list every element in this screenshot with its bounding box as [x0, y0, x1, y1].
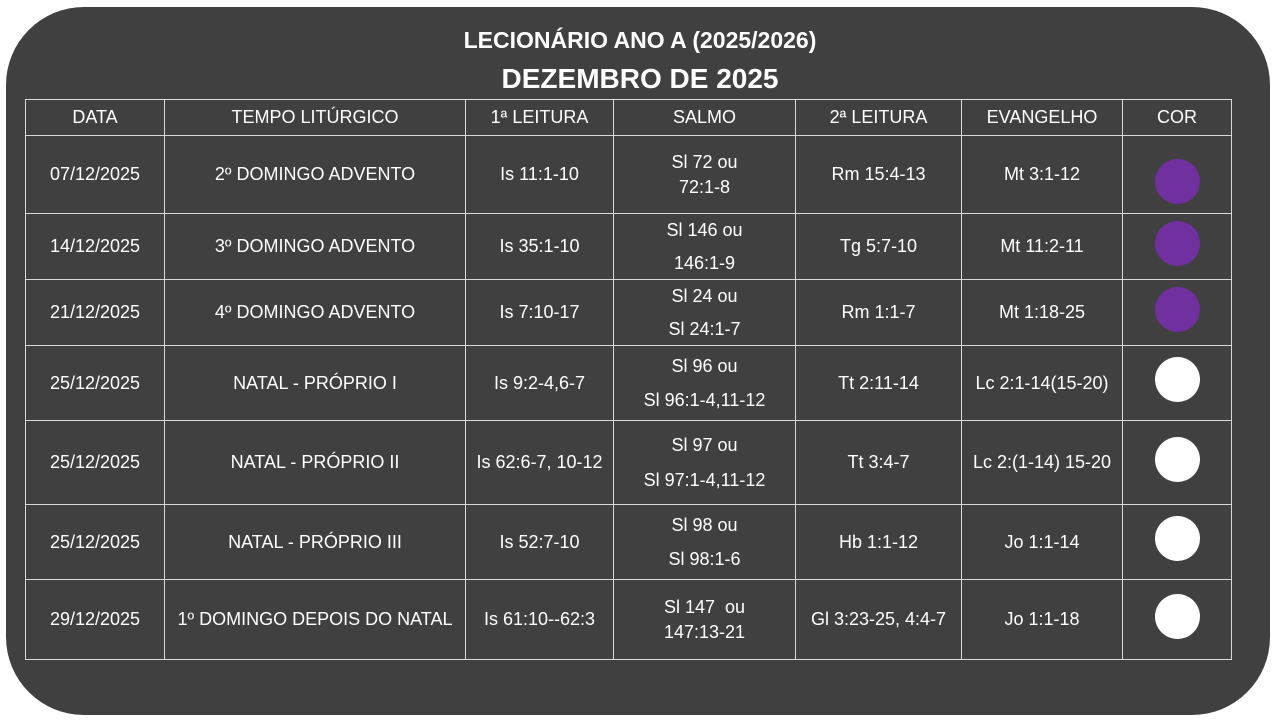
- table-row: [26, 505, 1232, 580]
- psalm-line-1: Sl 98 ou: [671, 514, 738, 535]
- cell-color: [1123, 505, 1232, 580]
- cell-color: [1123, 580, 1232, 660]
- cell-second-reading: Rm 1:1-7: [796, 280, 962, 346]
- cell-psalm: [614, 346, 796, 421]
- cell-gospel: Jo 1:1-14: [962, 505, 1123, 580]
- cell-gospel: Mt 3:1-12: [962, 136, 1123, 214]
- psalm-line-2: Sl 97:1-4,11-12: [643, 469, 766, 490]
- cell-gospel: Lc 2:(1-14) 15-20: [962, 421, 1123, 505]
- cell-first-reading: Is 35:1-10: [466, 214, 614, 280]
- cell-psalm: [614, 505, 796, 580]
- column-header-tempo: TEMPO LITÚRGICO: [165, 100, 466, 136]
- liturgical-color-dot: [1155, 516, 1200, 561]
- cell-second-reading: Tg 5:7-10: [796, 214, 962, 280]
- cell-second-reading: Gl 3:23-25, 4:4-7: [796, 580, 962, 660]
- column-header-cor: COR: [1123, 100, 1232, 136]
- cell-liturgical-time: 1º DOMINGO DEPOIS DO NATAL: [165, 580, 466, 660]
- cell-second-reading: Tt 2:11-14: [796, 346, 962, 421]
- cell-liturgical-time: NATAL - PRÓPRIO II: [165, 421, 466, 505]
- cell-second-reading: Rm 15:4-13: [796, 136, 962, 214]
- cell-liturgical-time: NATAL - PRÓPRIO I: [165, 346, 466, 421]
- psalm-line-1: Sl 24 ou: [671, 286, 738, 306]
- table-row: [26, 136, 1232, 214]
- cell-psalm: [614, 214, 796, 280]
- lectionary-title: LECIONÁRIO ANO A (2025/2026): [463, 27, 817, 53]
- cell-date: 14/12/2025: [26, 214, 165, 280]
- cell-second-reading: Hb 1:1-12: [796, 505, 962, 580]
- cell-gospel: Mt 1:18-25: [962, 280, 1123, 346]
- column-header-salmo: SALMO: [614, 100, 796, 136]
- column-header-leitura2: 2ª LEITURA: [796, 100, 962, 136]
- cell-date: 25/12/2025: [26, 421, 165, 505]
- cell-first-reading: Is 9:2-4,6-7: [466, 346, 614, 421]
- psalm-line-1: Sl 96 ou: [671, 355, 738, 376]
- cell-color: [1123, 421, 1232, 505]
- psalm-line-1: Sl 146 ou: [666, 220, 743, 240]
- psalm-line-2: Sl 24:1-7: [668, 318, 741, 339]
- cell-liturgical-time: 3º DOMINGO ADVENTO: [165, 214, 466, 280]
- liturgical-color-dot: [1155, 437, 1200, 482]
- cell-color: [1123, 280, 1232, 346]
- cell-color: [1123, 136, 1232, 214]
- cell-date: 25/12/2025: [26, 346, 165, 421]
- psalm-line-2: Sl 98:1-6: [668, 549, 741, 569]
- liturgical-color-dot: [1155, 221, 1200, 266]
- cell-date: 07/12/2025: [26, 136, 165, 214]
- cell-liturgical-time: 4º DOMINGO ADVENTO: [165, 280, 466, 346]
- cell-color: [1123, 346, 1232, 421]
- cell-liturgical-time: NATAL - PRÓPRIO III: [165, 505, 466, 580]
- cell-psalm: [614, 421, 796, 505]
- cell-color: [1123, 214, 1232, 280]
- liturgical-color-dot: [1155, 594, 1200, 639]
- column-header-data: DATA: [26, 100, 165, 136]
- cell-psalm: [614, 580, 796, 660]
- cell-liturgical-time: 2º DOMINGO ADVENTO: [165, 136, 466, 214]
- table-row: [26, 214, 1232, 280]
- table-row: [26, 580, 1232, 660]
- cell-gospel: Lc 2:1-14(15-20): [962, 346, 1123, 421]
- cell-first-reading: Is 62:6-7, 10-12: [466, 421, 614, 505]
- cell-first-reading: Is 52:7-10: [466, 505, 614, 580]
- column-header-leitura1: 1ª LEITURA: [466, 100, 614, 136]
- header-row: [26, 100, 1232, 136]
- table-row: [26, 421, 1232, 505]
- liturgical-color-dot: [1155, 287, 1200, 332]
- column-header-evangelho: EVANGELHO: [962, 100, 1123, 136]
- psalm-line-1: Sl 147 ou: [663, 597, 746, 618]
- liturgical-color-dot: [1155, 159, 1200, 204]
- psalm-line-1: Sl 72 ou: [671, 152, 738, 173]
- lectionary-table: [25, 99, 1232, 660]
- cell-date: 21/12/2025: [26, 280, 165, 346]
- liturgical-color-dot: [1155, 357, 1200, 402]
- psalm-line-2: Sl 96:1-4,11-12: [643, 390, 766, 410]
- table-row: [26, 280, 1232, 346]
- psalm-line-2: 72:1-8: [678, 176, 731, 197]
- month-title: DEZEMBRO DE 2025: [501, 63, 779, 94]
- cell-psalm: [614, 136, 796, 214]
- cell-gospel: Mt 11:2-11: [962, 214, 1123, 280]
- cell-date: 29/12/2025: [26, 580, 165, 660]
- cell-second-reading: Tt 3:4-7: [796, 421, 962, 505]
- cell-first-reading: Is 61:10--62:3: [466, 580, 614, 660]
- psalm-line-2: 146:1-9: [673, 252, 736, 273]
- cell-first-reading: Is 7:10-17: [466, 280, 614, 346]
- psalm-line-1: Sl 97 ou: [671, 435, 738, 456]
- psalm-line-2: 147:13-21: [663, 621, 746, 642]
- cell-first-reading: Is 11:1-10: [466, 136, 614, 214]
- cell-date: 25/12/2025: [26, 505, 165, 580]
- cell-gospel: Jo 1:1-18: [962, 580, 1123, 660]
- table-row: [26, 346, 1232, 421]
- cell-psalm: [614, 280, 796, 346]
